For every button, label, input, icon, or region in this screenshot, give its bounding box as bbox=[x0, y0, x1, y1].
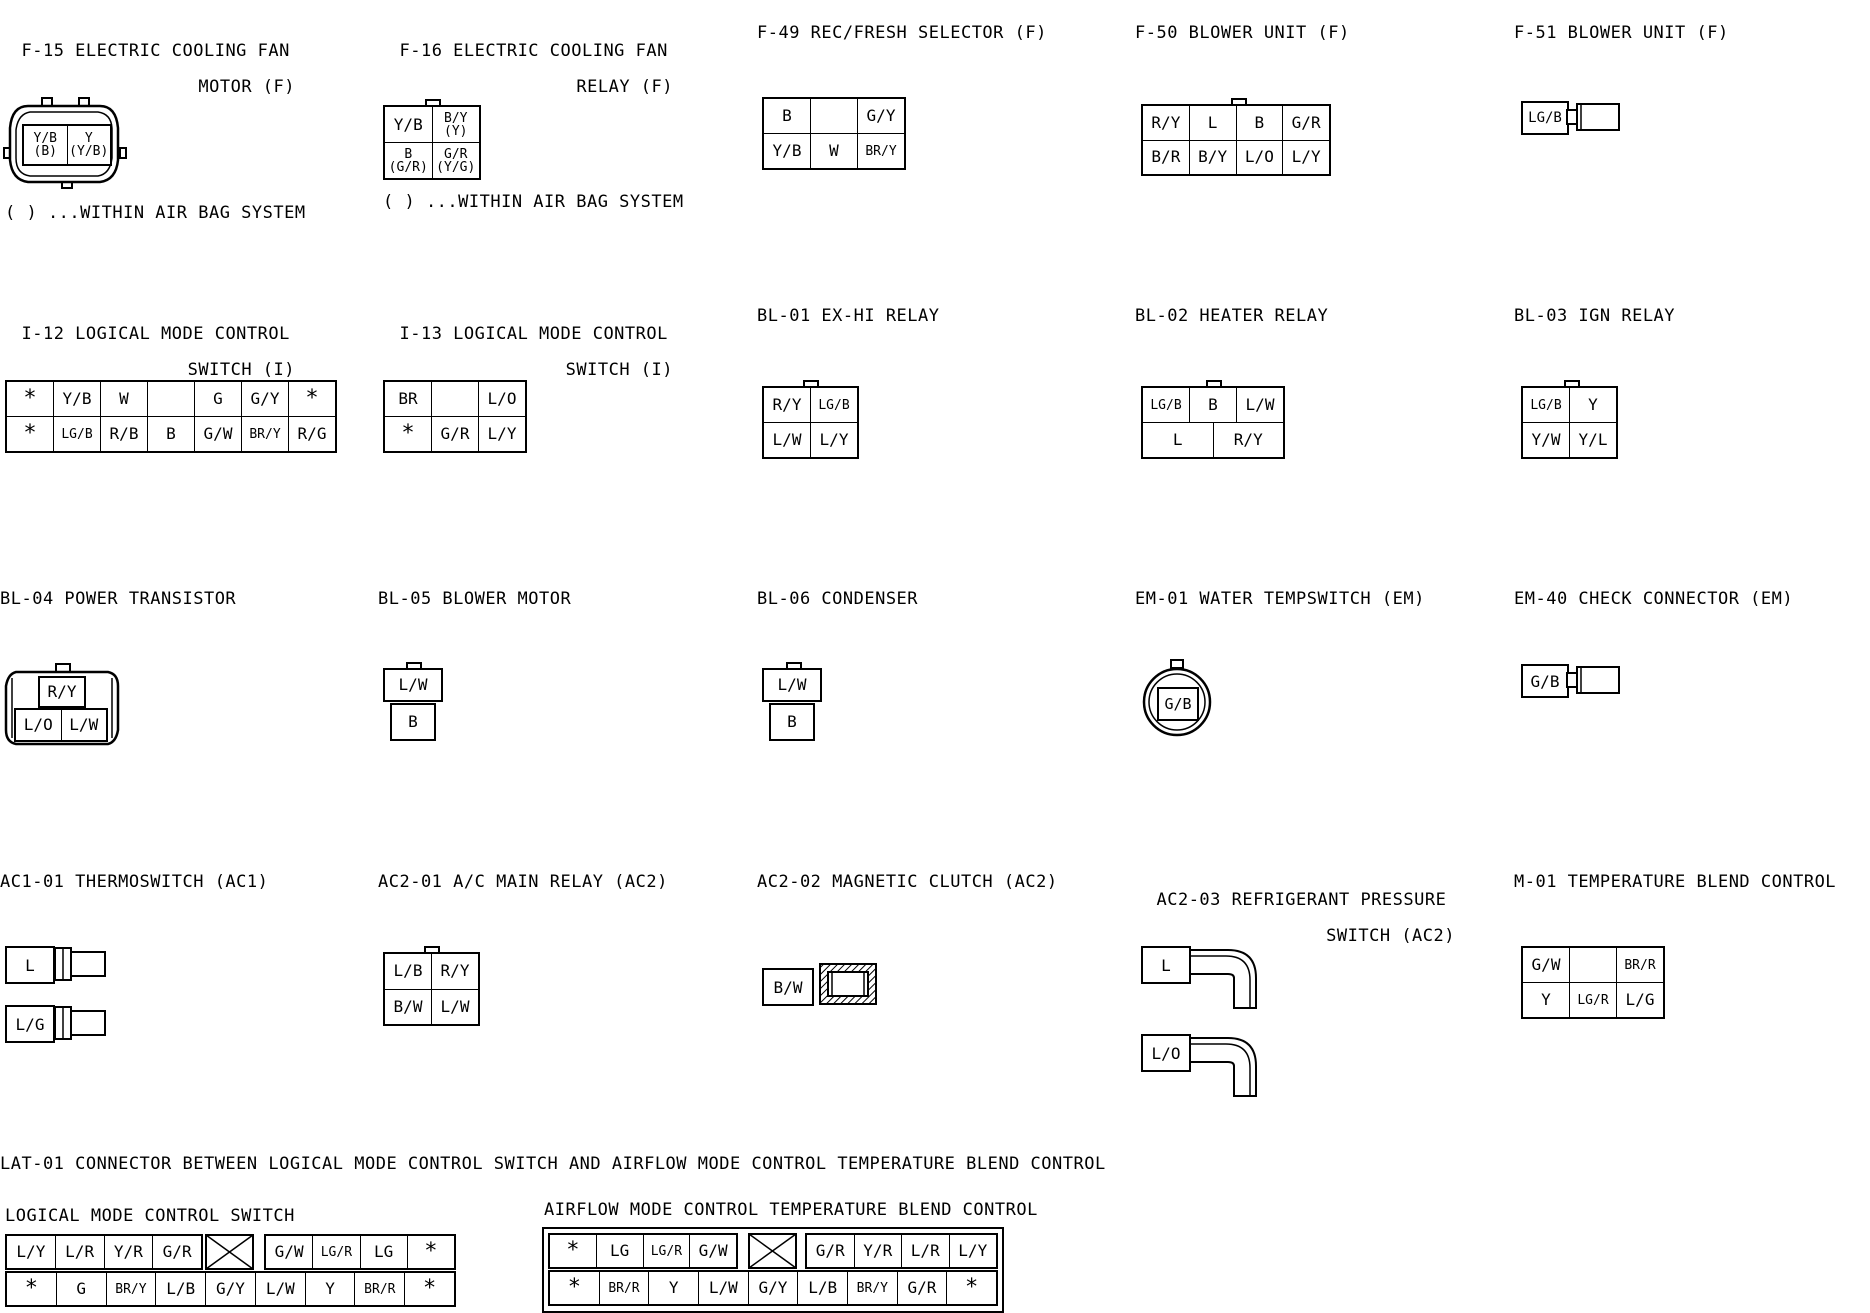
pin: LG bbox=[597, 1235, 643, 1267]
pin: L/W bbox=[62, 710, 107, 740]
pin: L/O bbox=[16, 710, 61, 740]
pin: LG bbox=[361, 1236, 407, 1268]
em40-title: EM-40 CHECK CONNECTOR (EM) bbox=[1514, 589, 1794, 609]
pin: L/Y bbox=[950, 1235, 997, 1267]
bl03-title: BL-03 IGN RELAY bbox=[1514, 306, 1676, 326]
pin: W bbox=[811, 134, 857, 168]
pin: LG/R bbox=[644, 1235, 690, 1267]
f15-title-line2: MOTOR (F) bbox=[198, 77, 295, 97]
f51-single-connector-body bbox=[1567, 102, 1623, 132]
pin: LG/R bbox=[1570, 983, 1616, 1017]
f49-pin-grid bbox=[762, 97, 906, 170]
pin: L/B bbox=[385, 954, 431, 989]
pin: Y/B bbox=[764, 134, 810, 168]
bl05-title: BL-05 BLOWER MOTOR bbox=[378, 589, 572, 609]
ac203-pin-1: L bbox=[1141, 946, 1191, 984]
pin: L/Y bbox=[7, 1236, 55, 1268]
pin: L/W bbox=[764, 423, 810, 457]
pin: B bbox=[764, 99, 810, 133]
lat01-left-row2 bbox=[5, 1271, 456, 1307]
f50-title: F-50 BLOWER UNIT (F) bbox=[1135, 23, 1350, 43]
bl05-pin-top bbox=[383, 668, 443, 702]
pin: Y/B bbox=[385, 107, 432, 142]
ac101-thermoswitch-body-1 bbox=[55, 944, 107, 984]
em01-pin: G/B bbox=[1157, 687, 1199, 721]
pin: L/B bbox=[156, 1273, 205, 1305]
f49-title: F-49 REC/FRESH SELECTOR (F) bbox=[757, 23, 1047, 43]
pin: G/R bbox=[1283, 106, 1329, 140]
lat01-left-label: LOGICAL MODE CONTROL SWITCH bbox=[5, 1206, 295, 1226]
pin: G/W bbox=[690, 1235, 736, 1267]
ac101-thermoswitch-body-2 bbox=[55, 1003, 107, 1043]
bl03-pin-grid bbox=[1521, 386, 1618, 459]
pin: BR bbox=[385, 382, 431, 416]
pin: R/Y bbox=[432, 954, 478, 989]
ac101-pin-2: L/G bbox=[5, 1005, 55, 1043]
i13-title-line2: SWITCH (I) bbox=[565, 360, 673, 380]
bl04-pin-grid-top bbox=[38, 676, 86, 708]
pin-empty bbox=[1570, 948, 1616, 982]
pin: R/Y bbox=[764, 388, 810, 422]
lat01-right-row1-b bbox=[805, 1233, 998, 1269]
pin: G/R bbox=[432, 417, 478, 451]
ac203-elbow-body-1 bbox=[1190, 944, 1260, 1010]
pin: * bbox=[385, 417, 431, 451]
pin: B bbox=[148, 417, 194, 451]
pin: BR/R bbox=[355, 1273, 404, 1305]
pin-empty bbox=[148, 382, 194, 416]
pin: G/Y bbox=[206, 1273, 255, 1305]
ac101-pin-1: L bbox=[5, 946, 55, 984]
pin: * bbox=[7, 1273, 56, 1305]
ac201-pin-grid bbox=[383, 952, 480, 1026]
em01-title: EM-01 WATER TEMPSWITCH (EM) bbox=[1135, 589, 1425, 609]
pin: R/Y bbox=[40, 678, 84, 706]
pin: B/Y (Y) bbox=[433, 107, 480, 142]
pin: L/O bbox=[1237, 141, 1283, 175]
pin: R/Y bbox=[1214, 423, 1284, 457]
m01-title: M-01 TEMPERATURE BLEND CONTROL bbox=[1514, 872, 1837, 892]
pin: BR/Y bbox=[107, 1273, 156, 1305]
pin: G/Y bbox=[858, 99, 904, 133]
bl02-title: BL-02 HEATER RELAY bbox=[1135, 306, 1329, 326]
pin-empty bbox=[432, 382, 478, 416]
ac202-pin: B/W bbox=[762, 968, 814, 1006]
pin: B (G/R) bbox=[385, 143, 432, 178]
ac101-title: AC1-01 THERMOSWITCH (AC1) bbox=[0, 872, 269, 892]
pin: BR/R bbox=[1617, 948, 1663, 982]
pin: Y bbox=[306, 1273, 355, 1305]
bl04-pin-grid-bottom bbox=[14, 708, 108, 742]
pin: * bbox=[7, 417, 53, 451]
pin: L/W bbox=[764, 670, 820, 700]
bl06-title: BL-06 CONDENSER bbox=[757, 589, 919, 609]
pin: * bbox=[550, 1272, 599, 1304]
bl01-title: BL-01 EX-HI RELAY bbox=[757, 306, 940, 326]
lat01-right-row1-a bbox=[548, 1233, 738, 1269]
pin: R/Y bbox=[1143, 106, 1189, 140]
pin: G/R bbox=[807, 1235, 854, 1267]
lat01-left-blank-cavity bbox=[205, 1234, 255, 1270]
pin: B/R bbox=[1143, 141, 1189, 175]
lat01-title: LAT-01 CONNECTOR BETWEEN LOGICAL MODE CONTROL SWITCH AND AIRFLOW MODE CONTROL TEMPERATURE BLEND CONTROL bbox=[0, 1154, 1106, 1174]
i13-pin-grid bbox=[383, 380, 527, 453]
pin: B/Y bbox=[1190, 141, 1236, 175]
pin: L/O bbox=[479, 382, 525, 416]
pin: G/W bbox=[266, 1236, 312, 1268]
pin: Y/R bbox=[855, 1235, 902, 1267]
lat01-right-label: AIRFLOW MODE CONTROL TEMPERATURE BLEND CONTROL bbox=[544, 1200, 1038, 1220]
bl04-title: BL-04 POWER TRANSISTOR bbox=[0, 589, 237, 609]
pin: * bbox=[289, 382, 335, 416]
pin: L/R bbox=[56, 1236, 104, 1268]
ac201-title: AC2-01 A/C MAIN RELAY (AC2) bbox=[378, 872, 668, 892]
pin: LG/R bbox=[313, 1236, 359, 1268]
lat01-left-row1-b bbox=[264, 1234, 456, 1270]
pin: G/W bbox=[195, 417, 241, 451]
f16-note: ( ) ...WITHIN AIR BAG SYSTEM bbox=[383, 192, 684, 212]
pin: L/G bbox=[1617, 983, 1663, 1017]
f15-note: ( ) ...WITHIN AIR BAG SYSTEM bbox=[5, 203, 306, 223]
pin: L/W bbox=[385, 670, 441, 700]
bl05-pin-bottom bbox=[390, 703, 436, 741]
pin: B bbox=[392, 705, 434, 739]
pin: L bbox=[1190, 106, 1236, 140]
f51-title: F-51 BLOWER UNIT (F) bbox=[1514, 23, 1729, 43]
lat01-right-blank-cavity bbox=[748, 1233, 798, 1269]
pin: W bbox=[101, 382, 147, 416]
f16-title bbox=[378, 24, 673, 114]
pin: LG/B bbox=[1523, 388, 1569, 422]
lat01-right-row2 bbox=[548, 1270, 998, 1306]
pin: * bbox=[405, 1273, 454, 1305]
em40-single-connector-body bbox=[1567, 665, 1623, 695]
pin: G bbox=[195, 382, 241, 416]
pin: Y/R bbox=[105, 1236, 153, 1268]
pin-empty bbox=[811, 99, 857, 133]
pin: Y/B bbox=[54, 382, 100, 416]
pin: Y bbox=[649, 1272, 698, 1304]
i13-title-line1: I-13 LOGICAL MODE CONTROL bbox=[399, 324, 668, 344]
pin: L/R bbox=[902, 1235, 949, 1267]
pin: L/B bbox=[798, 1272, 847, 1304]
pin: B bbox=[771, 705, 813, 739]
pin: B bbox=[1190, 388, 1236, 422]
pin: BR/Y bbox=[848, 1272, 897, 1304]
pin: LG/B bbox=[811, 388, 857, 422]
pin: G bbox=[57, 1273, 106, 1305]
pin: Y bbox=[1570, 388, 1616, 422]
pin: BR/Y bbox=[858, 134, 904, 168]
pin: G/W bbox=[1523, 948, 1569, 982]
ac203-pin-2: L/O bbox=[1141, 1034, 1191, 1072]
bl01-pin-grid bbox=[762, 386, 859, 459]
f15-title-line1: F-15 ELECTRIC COOLING FAN bbox=[21, 41, 290, 61]
em40-pin: G/B bbox=[1521, 664, 1569, 698]
pin: LG/B bbox=[1143, 388, 1189, 422]
pin: G/R (Y/G) bbox=[433, 143, 480, 178]
pin: * bbox=[408, 1236, 454, 1268]
pin: BR/Y bbox=[242, 417, 288, 451]
f16-pin-grid bbox=[383, 105, 481, 180]
ac202-magnetic-clutch-body bbox=[818, 962, 880, 1006]
pin: L/Y bbox=[811, 423, 857, 457]
f51-pin: LG/B bbox=[1521, 101, 1569, 135]
pin: * bbox=[947, 1272, 996, 1304]
pin: L/W bbox=[1237, 388, 1283, 422]
f16-title-line2: RELAY (F) bbox=[576, 77, 673, 97]
pin: G/Y bbox=[749, 1272, 798, 1304]
pin: * bbox=[7, 382, 53, 416]
f15-pin-grid bbox=[22, 124, 112, 166]
pin: R/G bbox=[289, 417, 335, 451]
ac202-title: AC2-02 MAGNETIC CLUTCH (AC2) bbox=[757, 872, 1058, 892]
pin: G/Y bbox=[242, 382, 288, 416]
pin: R/B bbox=[101, 417, 147, 451]
pin: L bbox=[1143, 423, 1213, 457]
pin: B bbox=[1237, 106, 1283, 140]
pin: L/Y bbox=[1283, 141, 1329, 175]
lat01-left-row1-a bbox=[5, 1234, 203, 1270]
pin: BR/R bbox=[600, 1272, 649, 1304]
pin: L/W bbox=[699, 1272, 748, 1304]
pin: L/W bbox=[432, 990, 478, 1025]
f16-title-line1: F-16 ELECTRIC COOLING FAN bbox=[399, 41, 668, 61]
pin: Y bbox=[1523, 983, 1569, 1017]
pin: L/W bbox=[256, 1273, 305, 1305]
pin: G/R bbox=[898, 1272, 947, 1304]
bl02-pin-grid bbox=[1141, 386, 1285, 459]
ac203-elbow-body-2 bbox=[1190, 1032, 1260, 1098]
m01-pin-grid bbox=[1521, 946, 1665, 1019]
i12-title-line1: I-12 LOGICAL MODE CONTROL bbox=[21, 324, 290, 344]
pin: Y (Y/B) bbox=[68, 126, 111, 164]
bl06-pin-top bbox=[762, 668, 822, 702]
pin: L/Y bbox=[479, 417, 525, 451]
pin: B/W bbox=[385, 990, 431, 1025]
bl06-pin-bottom bbox=[769, 703, 815, 741]
pin: Y/B (B) bbox=[24, 126, 67, 164]
ac203-title-line2: SWITCH (AC2) bbox=[1326, 926, 1455, 946]
f50-pin-grid bbox=[1141, 104, 1331, 176]
i12-title-line2: SWITCH (I) bbox=[187, 360, 295, 380]
ac203-title-line1: AC2-03 REFRIGERANT PRESSURE bbox=[1156, 890, 1447, 910]
pin: * bbox=[550, 1235, 596, 1267]
pin: Y/L bbox=[1570, 423, 1616, 457]
pin: G/R bbox=[153, 1236, 201, 1268]
i12-pin-grid bbox=[5, 380, 337, 453]
pin: Y/W bbox=[1523, 423, 1569, 457]
pin: LG/B bbox=[54, 417, 100, 451]
